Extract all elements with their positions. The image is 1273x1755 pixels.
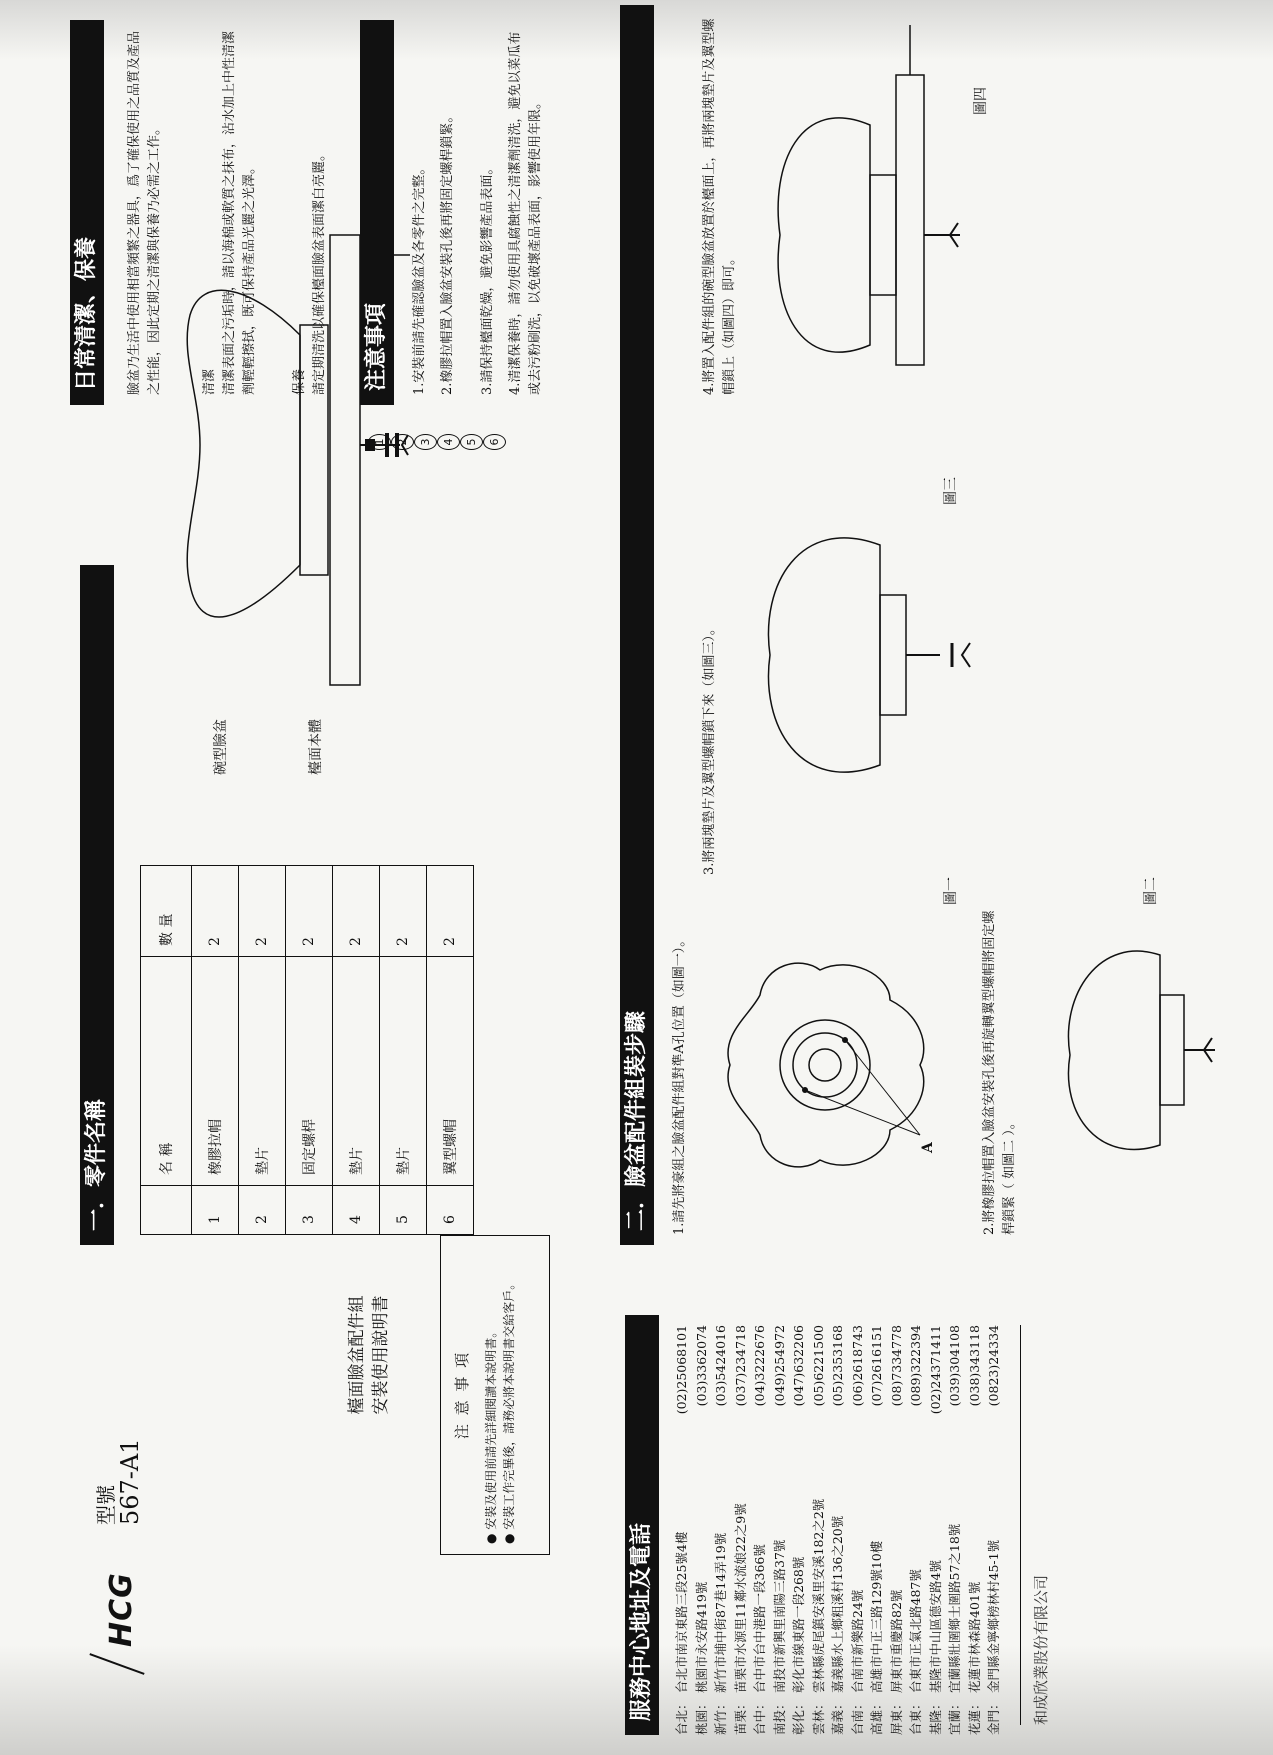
parts-table	[140, 865, 474, 1235]
notice-box	[440, 1235, 550, 1555]
service-row: 花蓮： 花蓮市林森路401號 (038)343118	[966, 1325, 982, 1735]
drain-center	[809, 1049, 841, 1081]
parts-table-header	[141, 866, 192, 1235]
fig3-diagram	[740, 515, 990, 795]
label-counter: 檯面本體	[308, 719, 324, 775]
fig4-caption: 圖四	[973, 87, 989, 115]
basin-base	[880, 595, 906, 715]
service-list	[672, 1325, 1004, 1735]
service-row: 基隆： 基隆市中山區德安路4號 (02)24371411	[927, 1325, 943, 1735]
col-qty: 數 量	[141, 866, 192, 957]
basin-top-outline	[728, 963, 924, 1167]
caution-item: 4.清潔保養時，請勿使用具腐蝕性之清潔劑清洗，避免以菜瓜布或去污粉刷洗，以免破壞產品表面，影響使用年限。	[508, 31, 543, 395]
service-row: 台南： 台南市新樂路24號 (06)2618743	[849, 1325, 865, 1735]
fig3-caption: 圖三	[943, 477, 959, 505]
parts-row: 5 墊片 2	[380, 866, 427, 1235]
service-row: 彰化： 彰化市線東路一段268號 (047)632206	[791, 1325, 806, 1735]
service-row: 高雄： 高雄市中正三路129號10樓 (07)2616151	[869, 1325, 884, 1735]
steps-heading: 二．臉盆配件組裝步驟	[620, 5, 654, 1245]
notice-item: ● 安裝及使用前請先詳細閱讀本說明書。	[484, 1325, 498, 1544]
service-row: 台中： 台中市台中港路一段366號 (04)3222676	[752, 1325, 767, 1735]
callout-4: 4	[437, 434, 460, 450]
basin-base	[1160, 995, 1184, 1105]
care-intro: 臉盆乃生活中使用相當頻繁之器具，爲了確保使用之品質及產品之性能，因此定期之清潔與保養乃必需之工作。	[127, 30, 162, 395]
service-row: 雲林： 雲林縣虎尾鎮安溪里安溪182之2號 (05)6221500	[810, 1325, 826, 1735]
service-row: 台北： 台北市南京東路三段25號4樓 (02)25068101	[674, 1325, 689, 1735]
fig2-caption: 圖二	[1143, 877, 1159, 905]
parts-heading: 一．零件名稱	[80, 565, 114, 1245]
model-label: 型號	[94, 1485, 118, 1525]
maint-text: 請定期清洗以確保檯面臉盆表面潔白亮麗。	[312, 147, 327, 395]
step1-text: 1.請先將豪組之臉盆配件組對準A孔位置（如圖一）。	[672, 933, 687, 1235]
basin-side-outline	[1068, 951, 1160, 1149]
notice-title: 注 意 事 項	[453, 1350, 471, 1440]
caution-item: 1.安裝前請先確認臉盆及各零件之完整。	[412, 161, 427, 395]
clean-title: 清潔	[202, 368, 217, 395]
label-basin: 碗型臉盆	[213, 719, 229, 775]
manual-title-line1: 檯面臉盆配件組	[347, 1295, 367, 1415]
fig1-caption: 圖一	[943, 877, 959, 905]
callout-a: A	[920, 1142, 936, 1153]
parts-row: 6 翼型螺帽 2	[427, 866, 474, 1235]
col-name: 名 稱	[141, 957, 192, 1186]
counter-top	[330, 235, 360, 685]
model-number: 567-A1	[116, 1438, 144, 1525]
callout-5: 5	[460, 434, 483, 450]
service-heading: 服務中心地址及電話	[625, 1315, 659, 1735]
fig2-diagram	[1040, 915, 1240, 1175]
service-row: 桃園： 桃園市永安路419號 (03)3362074	[693, 1325, 709, 1735]
step3-text: 3.將兩塊墊片及翼型螺帽鎖下來（如圖三）。	[702, 622, 717, 875]
callout-1: 1	[368, 434, 391, 450]
service-row: 嘉義： 嘉義縣水上鄉粗溪村136之20號 (05)2353168	[830, 1325, 845, 1735]
callout-3: 3	[414, 434, 437, 450]
service-row: 南投： 南投市新興里南陽三路37號 (049)254972	[771, 1325, 787, 1735]
company-name: 和成欣業股份有限公司	[1032, 1574, 1050, 1725]
basin-side-outline	[778, 118, 870, 352]
basin-base	[870, 175, 896, 295]
counter-top	[896, 75, 924, 365]
service-row: 苗栗： 苗栗市水源里11鄰水流娘22之9號 (037)234718	[732, 1325, 748, 1735]
step4-text: 4.將置入配件組的碗型臉盆放置於檯面上，再將兩塊墊片及翼型螺帽鎖上（如圖四）即可。	[702, 18, 737, 395]
caution-item: 2.橡膠拉帽置入臉盆安裝孔後再將固定螺桿鎖緊。	[440, 109, 455, 395]
notice-item: ● 安裝工作完畢後，請務必將本說明書交給客戶。	[502, 1277, 516, 1544]
service-row: 宜蘭： 宜蘭縣壯圍鄉士圍路57之18號 (039)304108	[947, 1325, 962, 1735]
wing-nut-icon	[962, 643, 970, 667]
cautions-heading: 注意事項	[360, 20, 394, 405]
parts-row: 3 固定螺桿 2	[286, 866, 333, 1235]
clean-text: 清潔表面之污垢時，請以海棉或軟質之抹布，沾水加上中性清潔劑輕輕擦拭，既可保持產品光麗之光澤。	[222, 30, 257, 395]
fig4-diagram	[760, 15, 1020, 385]
maint-title: 保養	[292, 368, 307, 395]
callout-2: 2	[391, 434, 414, 450]
service-row: 台東： 台東市正氣北路487號 (089)322394	[908, 1325, 923, 1735]
parts-row: 2 墊片 2	[239, 866, 286, 1235]
service-row: 金門： 金門縣金寧鄉榜林村45-1號 (0823)24334	[986, 1325, 1001, 1735]
manual-title-line2: 安裝使用說明書	[371, 1295, 391, 1415]
brand-block	[40, 1435, 160, 1665]
caution-item: 3.請保持檯面乾燥，避免影響產品表面。	[480, 161, 495, 395]
manual-title	[345, 1255, 393, 1455]
parts-row: 1 橡膠拉帽 2	[192, 866, 239, 1235]
hcg-logo: HCG	[104, 1572, 139, 1647]
parts-row: 4 墊片 2	[333, 866, 380, 1235]
service-row: 新竹： 新竹市埔中街87巷14弄19號 (03)5424016	[713, 1325, 728, 1735]
step2-text: 2.將橡膠拉帽置入臉盆安裝孔後再旋轉翼型螺帽將固定螺桿鎖緊（ 如圖二 ）。	[982, 910, 1017, 1235]
callout-list	[368, 434, 506, 450]
callout-6: 6	[483, 434, 506, 450]
service-row: 屏東： 屏東市重慶路82號 (08)7334778	[888, 1325, 904, 1735]
logo-slash-icon	[89, 1653, 144, 1675]
company-rule	[1020, 1325, 1021, 1725]
fig1-diagram	[720, 935, 940, 1195]
care-heading: 日常清潔、保養	[70, 20, 104, 405]
basin-side-outline	[768, 538, 880, 772]
